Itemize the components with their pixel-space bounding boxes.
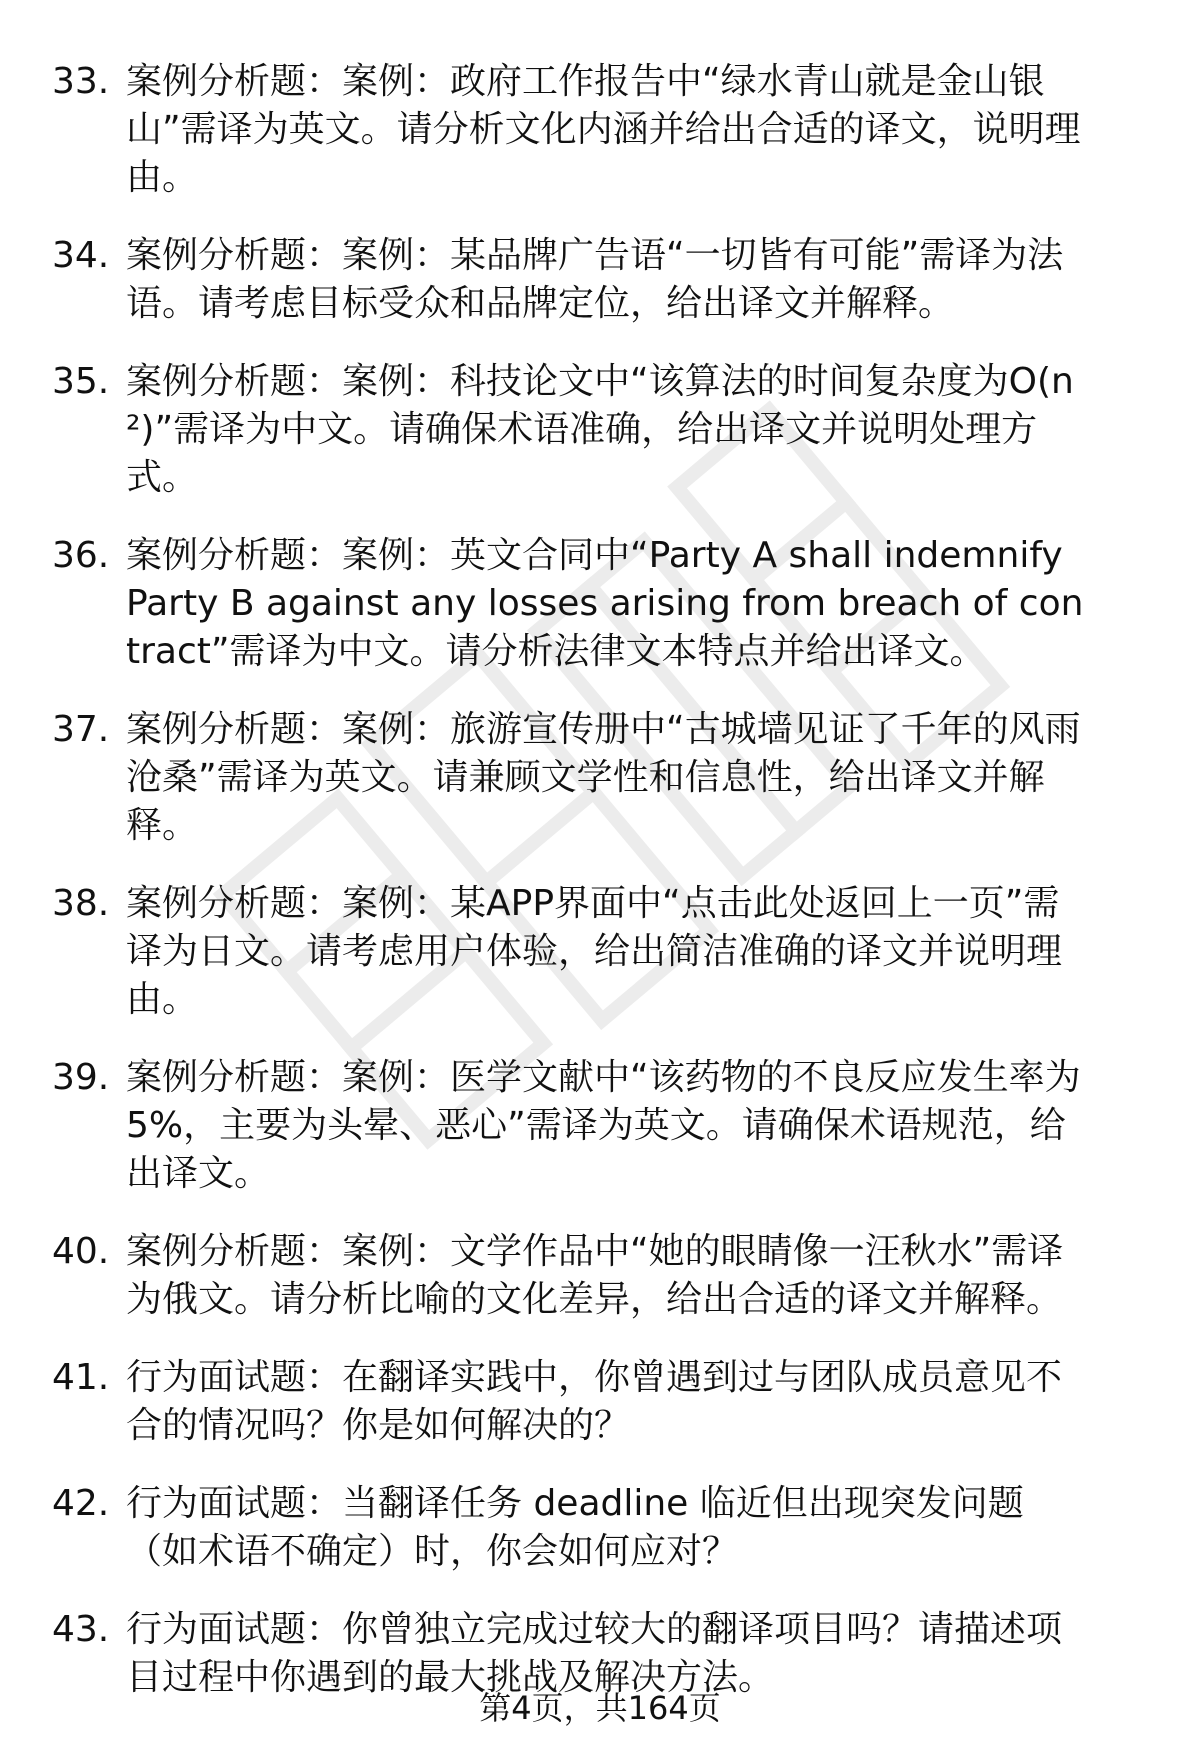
question-item bbox=[52, 880, 1152, 1024]
question-item bbox=[52, 1228, 1152, 1324]
question-list bbox=[52, 58, 1152, 1732]
page-footer bbox=[0, 1686, 1200, 1730]
question-number: 35. bbox=[52, 361, 110, 402]
question-number: 36. bbox=[52, 535, 110, 576]
question-number: 37. bbox=[52, 709, 110, 750]
question-text: 案例分析题：案例：政府工作报告中“绿水青山就是金山银山”需译为英文。请分析文化内涵并给出合适的译文，说明理由。 bbox=[126, 61, 1081, 198]
question-item bbox=[52, 358, 1152, 502]
question-text: 案例分析题：案例：某APP界面中“点击此处返回上一页”需译为日文。请考虑用户体验，给出简洁准确的译文并说明理由。 bbox=[126, 883, 1063, 1020]
question-number: 42. bbox=[52, 1483, 110, 1524]
page-number-label: 第4页，共164页 bbox=[479, 1689, 721, 1727]
question-number: 33. bbox=[52, 61, 110, 102]
question-text: 行为面试题：在翻译实践中，你曾遇到过与团队成员意见不合的情况吗？你是如何解决的？ bbox=[126, 1357, 1063, 1446]
question-number: 34. bbox=[52, 235, 110, 276]
question-text: 案例分析题：案例：英文合同中“Party A shall indemnify Party B against any losses arising from breach of contract”需译为中文。请分析法律文本特点并给出译文。 bbox=[126, 535, 1084, 672]
question-text: 行为面试题：当翻译任务 deadline 临近但出现突发问题（如术语不确定）时，你会如何应对？ bbox=[126, 1483, 1024, 1572]
question-item bbox=[52, 706, 1152, 850]
question-item bbox=[52, 532, 1152, 676]
question-item bbox=[52, 1354, 1152, 1450]
question-number: 39. bbox=[52, 1057, 110, 1098]
question-item bbox=[52, 1480, 1152, 1576]
question-text: 行为面试题：你曾独立完成过较大的翻译项目吗？请描述项目过程中你遇到的最大挑战及解决方法。 bbox=[126, 1609, 1063, 1698]
question-number: 38. bbox=[52, 883, 110, 924]
question-item bbox=[52, 58, 1152, 202]
question-text: 案例分析题：案例：科技论文中“该算法的时间复杂度为O(n²)”需译为中文。请确保术语准确，给出译文并说明处理方式。 bbox=[126, 361, 1074, 498]
question-number: 43. bbox=[52, 1609, 110, 1650]
question-text: 案例分析题：案例：医学文献中“该药物的不良反应发生率为5%，主要为头晕、恶心”需译为英文。请确保术语规范，给出译文。 bbox=[126, 1057, 1081, 1194]
question-item bbox=[52, 1054, 1152, 1198]
question-text: 案例分析题：案例：某品牌广告语“一切皆有可能”需译为法语。请考虑目标受众和品牌定位，给出译文并解释。 bbox=[126, 235, 1064, 324]
question-item bbox=[52, 232, 1152, 328]
question-text: 案例分析题：案例：旅游宣传册中“古城墙见证了千年的风雨沧桑”需译为英文。请兼顾文学性和信息性，给出译文并解释。 bbox=[126, 709, 1081, 846]
question-number: 41. bbox=[52, 1357, 110, 1398]
question-number: 40. bbox=[52, 1231, 110, 1272]
question-text: 案例分析题：案例：文学作品中“她的眼睛像一汪秋水”需译为俄文。请分析比喻的文化差异，给出合适的译文并解释。 bbox=[126, 1231, 1064, 1320]
